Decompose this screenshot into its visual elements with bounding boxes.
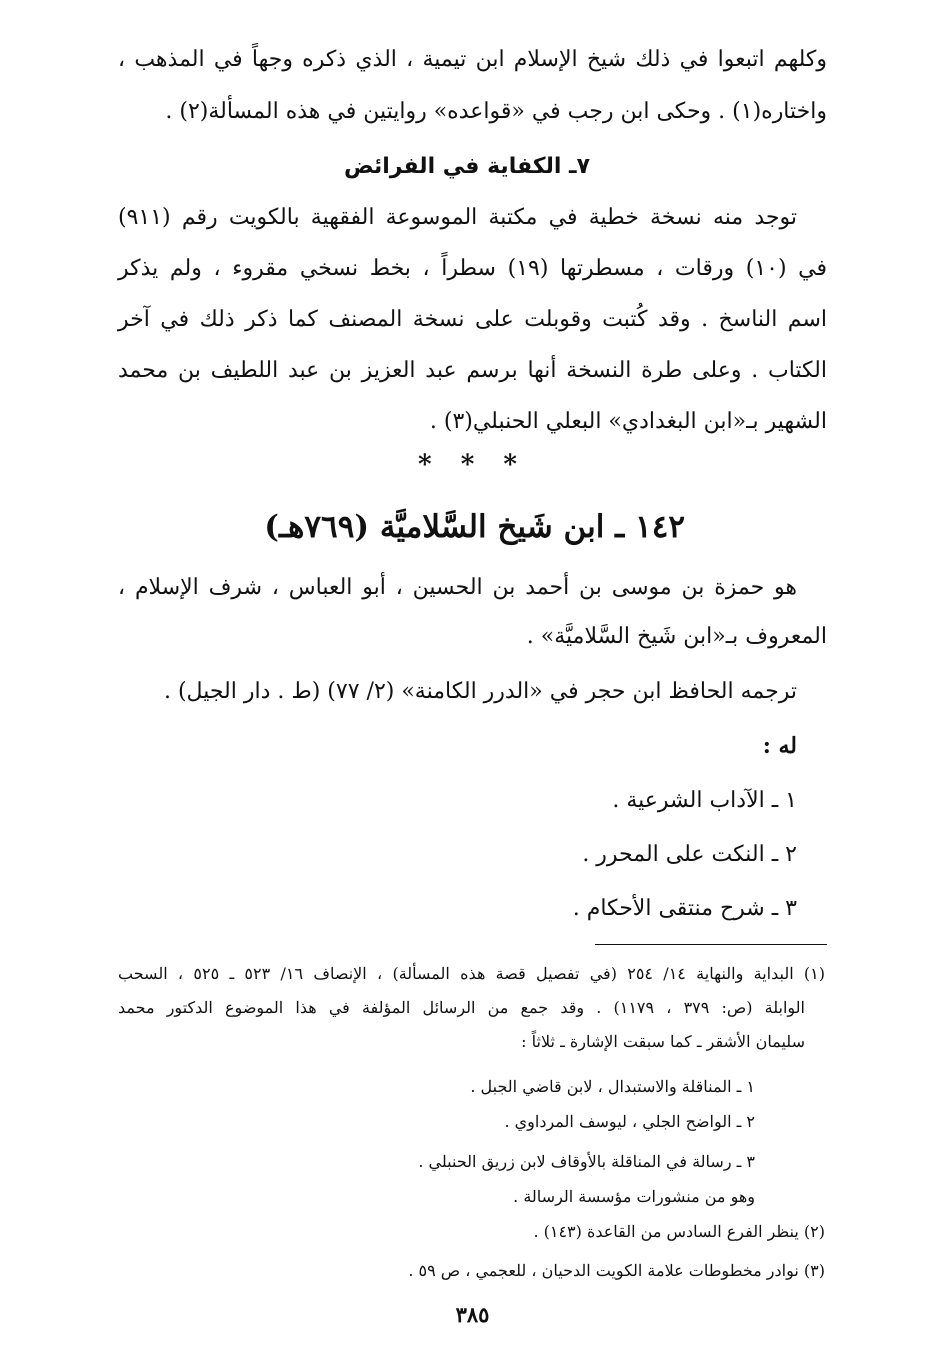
manuscript-line-2: في (١٠) ورقات ، مسطرتها (١٩) سطراً ، بخط نسخي مقروء ، ولم يذكر [118, 256, 828, 281]
footnote-1-item: ٢ ـ الواضح الجلي ، ليوسف المرداوي . [504, 1112, 755, 1131]
manuscript-line-1: توجد منه نسخة خطية في مكتبة الموسوعة الفقهية بالكويت رقم (٩١١) [118, 205, 797, 230]
bio-line-1: هو حمزة بن موسى بن أحمد بن الحسين ، أبو العباس ، شرف الإسلام ، [118, 575, 797, 600]
works-label: له : [762, 733, 797, 759]
footnote-3: (٣) نوادر مخطوطات علامة الكويت الدحيان ، للعجمي ، ص ٥٩ . [408, 1261, 825, 1280]
work-item: ٢ ـ النكت على المحرر . [582, 842, 797, 867]
footnote-1-item: ١ ـ المناقلة والاستبدال ، لابن قاضي الجبل . [470, 1077, 755, 1096]
footnote-separator [595, 944, 827, 945]
intro-line-2: واختاره(١) . وحكى ابن رجب في «قواعده» روايتين في هذه المسألة(٢) . [165, 99, 827, 124]
manuscript-line-5: الشهير بـ«ابن البغدادي» البعلي الحنبلي(٣) . [429, 409, 827, 434]
work-item: ١ ـ الآداب الشرعية . [612, 788, 797, 813]
footnote-1-line-3: سليمان الأشقر ـ كما سبقت الإشارة ـ ثلاثاً : [521, 1032, 805, 1051]
intro-line-1: وكلهم اتبعوا في ذلك شيخ الإسلام ابن تيمية ، الذي ذكره وجهاً في المذهب ، [118, 47, 827, 72]
entry-heading: ١٤٢ ـ ابن شَيخ السَّلاميَّة (٧٦٩هـ) [264, 509, 685, 545]
translation-reference: ترجمه الحافظ ابن حجر في «الدرر الكامنة» (٢/ ٧٧) (ط . دار الجيل) . [163, 679, 797, 704]
page-number: ٣٨٥ [455, 1302, 490, 1327]
footnote-1-note: وهو من منشورات مؤسسة الرسالة . [513, 1187, 755, 1206]
footnote-1-line-2: الوابلة (ص: ٣٧٩ ، ١١٧٩) . وقد جمع من الرسائل المؤلفة في هذا الموضوع الدكتور محمد [118, 998, 805, 1017]
work-item: ٣ ـ شرح منتقى الأحكام . [572, 896, 797, 921]
separator-stars: * * * [418, 450, 527, 480]
manuscript-line-3: اسم الناسخ . وقد كُتبت وقوبلت على نسخة المصنف كما ذكر ذلك في آخر [118, 307, 827, 332]
footnote-1-item: ٣ ـ رسالة في المناقلة بالأوقاف لابن زريق الحنبلي . [418, 1152, 755, 1171]
bio-line-2: المعروف بـ«ابن شَيخ السَّلاميَّة» . [526, 624, 827, 649]
footnote-1-line-1: (١) البداية والنهاية ١٤/ ٢٥٤ (في تفصيل قصة هذه المسألة) ، الإنصاف ١٦/ ٥٢٣ ـ ٥٢٥ ، السحب [118, 964, 826, 983]
manuscript-line-4: الكتاب . وعلى طرة النسخة أنها برسم عبد العزيز بن عبد اللطيف بن محمد [118, 358, 827, 383]
section-heading: ٧ـ الكفاية في الفرائض [343, 154, 590, 179]
footnote-2: (٢) ينظر الفرع السادس من القاعدة (١٤٣) . [533, 1222, 825, 1241]
